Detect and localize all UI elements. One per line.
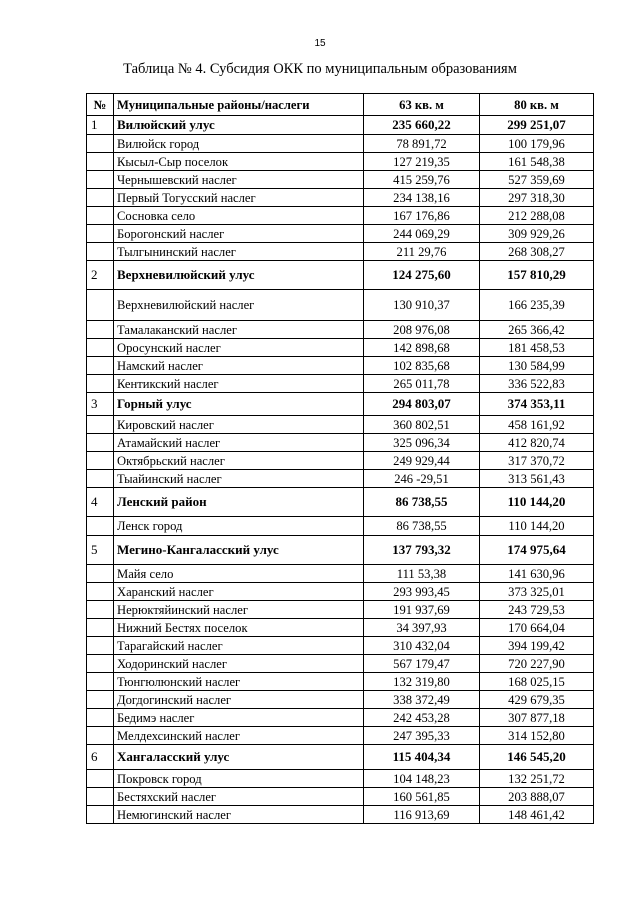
- row-number: 2: [87, 261, 114, 290]
- row-value-63: 124 275,60: [364, 261, 480, 290]
- row-value-80: 157 810,29: [480, 261, 594, 290]
- row-value-80: 373 325,01: [480, 583, 594, 601]
- row-name: Ленский район: [114, 488, 364, 517]
- row-value-63: 208 976,08: [364, 321, 480, 339]
- table-row: [87, 691, 594, 709]
- row-number: [87, 243, 114, 261]
- header-num: №: [87, 94, 114, 116]
- row-value-80: 313 561,43: [480, 470, 594, 488]
- row-name: Сосновка село: [114, 207, 364, 225]
- table-row: [87, 135, 594, 153]
- row-value-63: 86 738,55: [364, 488, 480, 517]
- table-row: [87, 673, 594, 691]
- row-value-63: 246 -29,51: [364, 470, 480, 488]
- row-name: Горный улус: [114, 393, 364, 416]
- row-name: Вилюйск город: [114, 135, 364, 153]
- row-name: Майя село: [114, 565, 364, 583]
- row-value-80: 212 288,08: [480, 207, 594, 225]
- row-number: [87, 357, 114, 375]
- row-value-80: 265 366,42: [480, 321, 594, 339]
- row-number: [87, 434, 114, 452]
- row-number: [87, 619, 114, 637]
- row-name: Мелдехсинский наслег: [114, 727, 364, 745]
- row-value-80: 429 679,35: [480, 691, 594, 709]
- table-row: [87, 171, 594, 189]
- header-63: 63 кв. м: [364, 94, 480, 116]
- row-value-80: 170 664,04: [480, 619, 594, 637]
- row-value-63: 360 802,51: [364, 416, 480, 434]
- table-row: [87, 189, 594, 207]
- row-number: [87, 637, 114, 655]
- row-value-80: 110 144,20: [480, 517, 594, 536]
- table-row: [87, 619, 594, 637]
- row-value-63: 127 219,35: [364, 153, 480, 171]
- table-row: [87, 357, 594, 375]
- row-value-63: 293 993,45: [364, 583, 480, 601]
- row-name: Вилюйский улус: [114, 116, 364, 135]
- table-row: [87, 727, 594, 745]
- row-name: Тамалаканский наслег: [114, 321, 364, 339]
- row-value-80: 161 548,38: [480, 153, 594, 171]
- table-row: [87, 243, 594, 261]
- row-value-63: 249 929,44: [364, 452, 480, 470]
- row-value-63: 325 096,34: [364, 434, 480, 452]
- row-name: Тыайинский наслег: [114, 470, 364, 488]
- row-number: [87, 189, 114, 207]
- row-name: Ленск город: [114, 517, 364, 536]
- row-value-80: 297 318,30: [480, 189, 594, 207]
- row-value-63: 211 29,76: [364, 243, 480, 261]
- row-value-80: 168 025,15: [480, 673, 594, 691]
- row-value-80: 394 199,42: [480, 637, 594, 655]
- table-row: [87, 770, 594, 788]
- row-number: [87, 788, 114, 806]
- row-name: Чернышевский наслег: [114, 171, 364, 189]
- row-number: 6: [87, 745, 114, 770]
- row-name: Харанский наслег: [114, 583, 364, 601]
- row-number: [87, 225, 114, 243]
- row-value-80: 299 251,07: [480, 116, 594, 135]
- table-row: [87, 637, 594, 655]
- table-row: [87, 434, 594, 452]
- row-number: [87, 655, 114, 673]
- row-value-63: 191 937,69: [364, 601, 480, 619]
- row-name: Нижний Бестях поселок: [114, 619, 364, 637]
- row-value-80: 166 235,39: [480, 290, 594, 321]
- row-value-80: 314 152,80: [480, 727, 594, 745]
- table-row: [87, 416, 594, 434]
- page-number: 15: [314, 38, 326, 49]
- row-number: [87, 709, 114, 727]
- table-row: [87, 655, 594, 673]
- table-row: [87, 517, 594, 536]
- row-name: Бедимэ наслег: [114, 709, 364, 727]
- table-row: [87, 321, 594, 339]
- row-name: Покровск город: [114, 770, 364, 788]
- row-number: [87, 207, 114, 225]
- row-name: Первый Тогусский наслег: [114, 189, 364, 207]
- row-name: Тылгынинский наслег: [114, 243, 364, 261]
- table-row: [87, 339, 594, 357]
- row-number: [87, 452, 114, 470]
- row-value-63: 111 53,38: [364, 565, 480, 583]
- row-number: 4: [87, 488, 114, 517]
- row-value-63: 234 138,16: [364, 189, 480, 207]
- row-value-80: 132 251,72: [480, 770, 594, 788]
- table-row: [87, 583, 594, 601]
- row-value-63: 130 910,37: [364, 290, 480, 321]
- row-value-63: 567 179,47: [364, 655, 480, 673]
- row-value-63: 265 011,78: [364, 375, 480, 393]
- row-number: [87, 601, 114, 619]
- row-name: Бестяхский наслег: [114, 788, 364, 806]
- row-value-80: 527 359,69: [480, 171, 594, 189]
- table-row: [87, 601, 594, 619]
- row-value-63: 160 561,85: [364, 788, 480, 806]
- row-name: Атамайский наслег: [114, 434, 364, 452]
- row-name: Тюнгюлюнский наслег: [114, 673, 364, 691]
- row-name: Октябрьский наслег: [114, 452, 364, 470]
- row-name: Намский наслег: [114, 357, 364, 375]
- row-value-80: 374 353,11: [480, 393, 594, 416]
- row-number: [87, 806, 114, 824]
- table-row: [87, 153, 594, 171]
- row-value-80: 720 227,90: [480, 655, 594, 673]
- row-number: [87, 691, 114, 709]
- row-name: Хангаласский улус: [114, 745, 364, 770]
- row-number: [87, 171, 114, 189]
- ulus-row: [87, 116, 594, 135]
- row-value-63: 247 395,33: [364, 727, 480, 745]
- row-value-80: 148 461,42: [480, 806, 594, 824]
- row-number: [87, 290, 114, 321]
- row-value-63: 294 803,07: [364, 393, 480, 416]
- row-value-80: 336 522,83: [480, 375, 594, 393]
- subsidy-table: [86, 93, 594, 824]
- table-row: [87, 290, 594, 321]
- row-number: [87, 416, 114, 434]
- row-name: Нерюктяйинский наслег: [114, 601, 364, 619]
- row-number: [87, 517, 114, 536]
- row-value-63: 338 372,49: [364, 691, 480, 709]
- row-value-80: 412 820,74: [480, 434, 594, 452]
- row-number: [87, 321, 114, 339]
- row-value-80: 174 975,64: [480, 536, 594, 565]
- row-value-63: 104 148,23: [364, 770, 480, 788]
- table-row: [87, 806, 594, 824]
- row-value-63: 310 432,04: [364, 637, 480, 655]
- row-name: Оросунский наслег: [114, 339, 364, 357]
- row-value-63: 132 319,80: [364, 673, 480, 691]
- table-row: [87, 375, 594, 393]
- row-name: Верхневилюйский наслег: [114, 290, 364, 321]
- row-number: [87, 375, 114, 393]
- table-row: [87, 709, 594, 727]
- header-80: 80 кв. м: [480, 94, 594, 116]
- table-row: [87, 470, 594, 488]
- row-number: [87, 727, 114, 745]
- row-value-63: 242 453,28: [364, 709, 480, 727]
- ulus-row: [87, 261, 594, 290]
- row-value-63: 116 913,69: [364, 806, 480, 824]
- row-name: Немюгинский наслег: [114, 806, 364, 824]
- ulus-row: [87, 488, 594, 517]
- row-value-80: 181 458,53: [480, 339, 594, 357]
- row-value-80: 458 161,92: [480, 416, 594, 434]
- row-value-80: 243 729,53: [480, 601, 594, 619]
- row-value-63: 102 835,68: [364, 357, 480, 375]
- row-name: Кентикский наслег: [114, 375, 364, 393]
- ulus-row: [87, 536, 594, 565]
- row-value-63: 34 397,93: [364, 619, 480, 637]
- row-number: [87, 770, 114, 788]
- row-value-80: 130 584,99: [480, 357, 594, 375]
- table-row: [87, 207, 594, 225]
- row-value-80: 110 144,20: [480, 488, 594, 517]
- row-name: Кысыл-Сыр поселок: [114, 153, 364, 171]
- row-name: Догдогинский наслег: [114, 691, 364, 709]
- table-row: [87, 565, 594, 583]
- row-name: Ходоринский наслег: [114, 655, 364, 673]
- table-row: [87, 788, 594, 806]
- table-row: [87, 225, 594, 243]
- row-value-80: 146 545,20: [480, 745, 594, 770]
- row-name: Тарагайский наслег: [114, 637, 364, 655]
- row-number: 3: [87, 393, 114, 416]
- row-value-80: 203 888,07: [480, 788, 594, 806]
- ulus-row: [87, 745, 594, 770]
- row-value-80: 100 179,96: [480, 135, 594, 153]
- row-value-63: 142 898,68: [364, 339, 480, 357]
- row-number: [87, 339, 114, 357]
- row-number: [87, 673, 114, 691]
- header-name: Муниципальные районы/наслеги: [114, 94, 364, 116]
- row-value-80: 309 929,26: [480, 225, 594, 243]
- row-value-80: 317 370,72: [480, 452, 594, 470]
- row-number: 5: [87, 536, 114, 565]
- row-number: 1: [87, 116, 114, 135]
- row-number: [87, 583, 114, 601]
- row-value-63: 415 259,76: [364, 171, 480, 189]
- table-body: [87, 116, 594, 824]
- row-value-80: 307 877,18: [480, 709, 594, 727]
- row-number: [87, 153, 114, 171]
- row-number: [87, 470, 114, 488]
- ulus-row: [87, 393, 594, 416]
- row-value-63: 167 176,86: [364, 207, 480, 225]
- row-value-63: 78 891,72: [364, 135, 480, 153]
- table-row: [87, 452, 594, 470]
- row-value-63: 115 404,34: [364, 745, 480, 770]
- row-name: Верхневилюйский улус: [114, 261, 364, 290]
- row-value-80: 268 308,27: [480, 243, 594, 261]
- row-name: Мегино-Кангаласский улус: [114, 536, 364, 565]
- row-name: Борогонский наслег: [114, 225, 364, 243]
- row-value-80: 141 630,96: [480, 565, 594, 583]
- row-value-63: 86 738,55: [364, 517, 480, 536]
- row-number: [87, 565, 114, 583]
- row-number: [87, 135, 114, 153]
- row-value-63: 244 069,29: [364, 225, 480, 243]
- row-value-63: 137 793,32: [364, 536, 480, 565]
- table-header-row: [87, 94, 594, 116]
- row-value-63: 235 660,22: [364, 116, 480, 135]
- row-name: Кировский наслег: [114, 416, 364, 434]
- table-caption: Таблица № 4. Субсидия ОКК по муниципальным образованиям: [123, 61, 517, 77]
